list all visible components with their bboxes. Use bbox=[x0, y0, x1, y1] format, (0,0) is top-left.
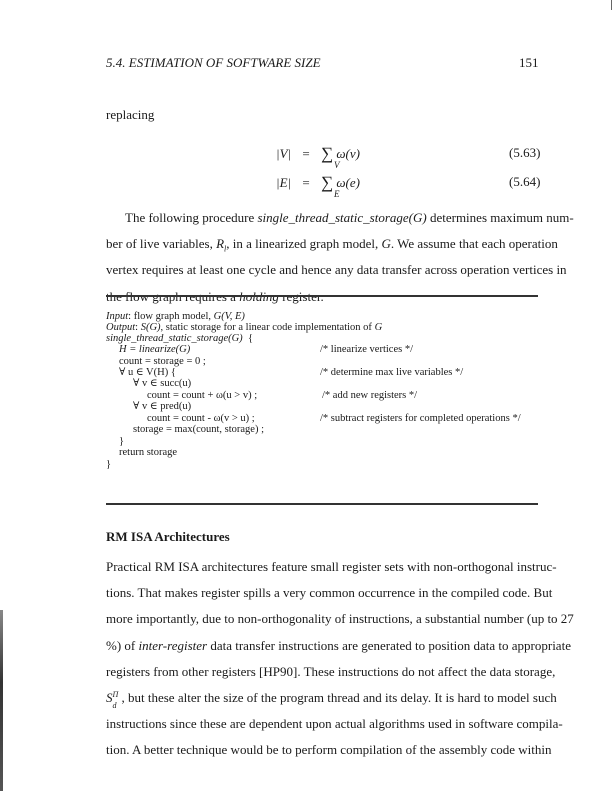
code-comment: /* add new registers */ bbox=[322, 390, 418, 401]
sum-symbol: ∑ bbox=[320, 144, 334, 163]
paragraph-line: registers from other registers [HP90]. These instructions do not affect the data storage, bbox=[106, 663, 556, 679]
sum-subscript: V bbox=[334, 160, 340, 170]
algorithm-input: Input: flow graph model, G(V, E) bbox=[106, 311, 245, 322]
paragraph-line: instructions since these are dependent upon actual algorithms used in software compila- bbox=[106, 716, 563, 732]
code-line-count-add: count = count + ω(u > v) ; bbox=[147, 390, 258, 401]
eq-equals: = bbox=[302, 175, 310, 190]
algorithm-bottom-rule bbox=[106, 503, 538, 505]
page-number: 151 bbox=[519, 55, 539, 70]
running-header-section: 5.4. ESTIMATION OF SOFTWARE SIZE bbox=[106, 55, 321, 70]
algorithm-top-rule bbox=[106, 295, 538, 297]
sum-symbol: ∑ bbox=[320, 173, 334, 192]
paragraph-rm-isa bbox=[106, 554, 574, 764]
eq-lhs: |V| bbox=[276, 146, 292, 161]
scan-edge-left bbox=[0, 610, 3, 791]
algorithm-output: Output: S(G), static storage for a linear code implementation of G bbox=[106, 322, 383, 333]
code-line-storage-max: storage = max(count, storage) ; bbox=[133, 424, 265, 435]
eq-rhs: ω(e) bbox=[336, 175, 360, 190]
equation-5-63 bbox=[276, 143, 360, 170]
code-comment: /* linearize vertices */ bbox=[320, 344, 413, 355]
code-line-close-loop: } bbox=[119, 436, 125, 447]
section-heading: RM ISA Architectures bbox=[106, 529, 230, 544]
equation-number-5-64: (5.64) bbox=[509, 174, 541, 189]
eq-rhs: ω(v) bbox=[336, 146, 360, 161]
paragraph-line: %) of inter-register data transfer instructions are generated to position data to appropriate bbox=[106, 637, 571, 653]
paragraph-line: tions. That makes register spills a very common occurrence in the compiled code. But bbox=[106, 585, 553, 601]
procedure-name: single_thread_static_storage(G) bbox=[257, 210, 427, 225]
code-comment: /* determine max live variables */ bbox=[320, 367, 464, 378]
paragraph-line: tion. A better technique would be to perform compilation of the assembly code within bbox=[106, 742, 552, 758]
code-line-forall-u: ∀ u ∈ V(H) { bbox=[119, 367, 176, 378]
paragraph-line: ber of live variables, $R_l$, in a linearized graph model, G. We assume that each operation bbox=[106, 236, 558, 254]
algorithm-signature: single_thread_static_storage(G) { bbox=[106, 333, 253, 344]
paragraph-line: more importantly, due to non-orthogonality of instructions, a substantial number (up to 27 bbox=[106, 611, 574, 627]
equation-number-5-63: (5.63) bbox=[509, 145, 541, 160]
paragraph-line: S Π d , but these alter the size of the program thread and its delay. It is hard to model such bbox=[106, 689, 557, 710]
code-line-linearize: H = linearize(G) bbox=[119, 344, 191, 355]
code-line-init: count = storage = 0 ; bbox=[119, 356, 206, 367]
paragraph-line: Practical RM ISA architectures feature small register sets with non-orthogonal instruc- bbox=[106, 559, 557, 574]
paragraph-line bbox=[106, 284, 539, 310]
code-comment: /* subtract registers for completed operations */ bbox=[320, 413, 521, 424]
code-line-count-subtract: count = count - ω(v > u) ; bbox=[147, 413, 255, 424]
paragraph-line: vertex requires at least one cycle and hence any data transfer across operation vertices in bbox=[106, 262, 567, 278]
code-line-return: return storage bbox=[119, 447, 178, 458]
code-line-forall-succ: ∀ v ∈ succ(u) bbox=[133, 378, 192, 389]
sum-subscript: E bbox=[334, 189, 340, 199]
paragraph-line: The following procedure single_thread_static_storage(G) determines maximum num- bbox=[125, 210, 574, 225]
eq-lhs: |E| bbox=[276, 175, 292, 190]
intro-word: replacing bbox=[106, 107, 155, 122]
equation-5-64 bbox=[276, 172, 360, 199]
code-line-forall-pred: ∀ v ∈ pred(u) bbox=[133, 401, 192, 412]
eq-equals: = bbox=[302, 146, 310, 161]
code-line-close-function: } bbox=[106, 459, 112, 470]
